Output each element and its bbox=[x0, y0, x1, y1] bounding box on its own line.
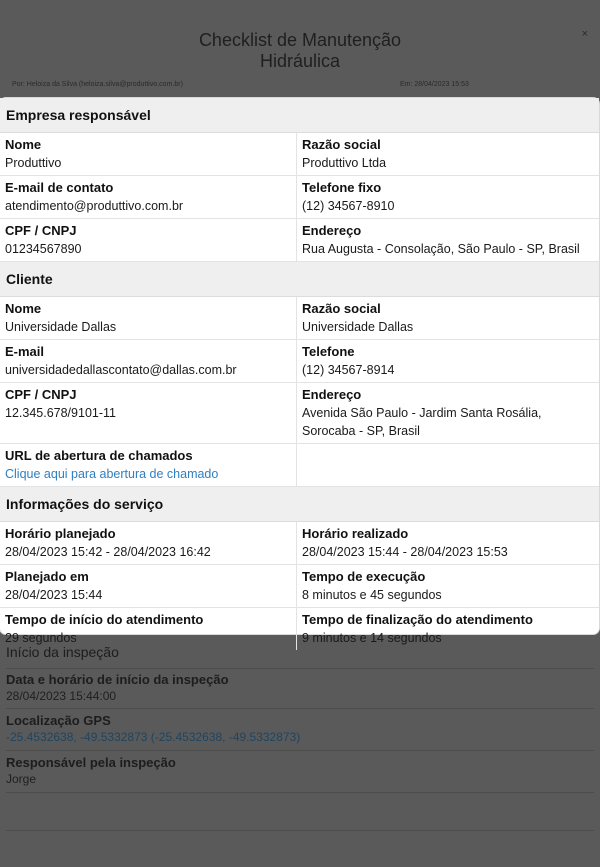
field-label: Endereço bbox=[302, 387, 362, 402]
table-row bbox=[0, 383, 599, 444]
table-row bbox=[0, 608, 599, 650]
field-label: Telefone bbox=[302, 344, 355, 359]
field-value-line2: Sorocaba - SP, Brasil bbox=[302, 424, 420, 438]
field-label: Horário realizado bbox=[302, 526, 409, 541]
client-name-cell bbox=[0, 297, 296, 339]
company-phone-cell bbox=[296, 176, 592, 218]
inspection-start-field bbox=[6, 671, 229, 705]
field-label: Telefone fixo bbox=[302, 180, 382, 195]
field-value: Universidade Dallas bbox=[5, 320, 117, 334]
field-value: 9 minutos e 14 segundos bbox=[302, 631, 442, 645]
client-cpf-cell bbox=[0, 383, 296, 443]
start-time-cell bbox=[0, 608, 296, 650]
table-row bbox=[0, 522, 599, 565]
field-value: 29 segundos bbox=[5, 631, 77, 645]
divider bbox=[6, 750, 594, 751]
field-value: 01234567890 bbox=[5, 242, 82, 256]
client-legal-name-cell bbox=[296, 297, 592, 339]
field-label: Razão social bbox=[302, 301, 381, 316]
gps-field bbox=[6, 712, 300, 746]
field-value: Universidade Dallas bbox=[302, 320, 414, 334]
field-value: 28/04/2023 15:44:00 bbox=[6, 689, 117, 703]
company-email-cell bbox=[0, 176, 296, 218]
field-label: Tempo de finalização do atendimento bbox=[302, 612, 533, 627]
field-value: 28/04/2023 15:42 - 28/04/2023 16:42 bbox=[5, 545, 211, 559]
table-row bbox=[0, 133, 599, 176]
empty-cell bbox=[296, 444, 592, 486]
client-section-header: Cliente bbox=[0, 262, 599, 297]
field-label: Tempo de início do atendimento bbox=[5, 612, 204, 627]
field-label: Endereço bbox=[302, 223, 362, 238]
field-label: Tempo de execução bbox=[302, 569, 426, 584]
company-legal-name-cell bbox=[296, 133, 592, 175]
table-row bbox=[0, 176, 599, 219]
planned-on-cell bbox=[0, 565, 296, 607]
divider bbox=[6, 708, 594, 709]
field-value: 28/04/2023 15:44 - 28/04/2023 15:53 bbox=[302, 545, 508, 559]
client-phone-cell bbox=[296, 340, 592, 382]
field-label: Nome bbox=[5, 137, 42, 152]
field-label: Localização GPS bbox=[6, 713, 111, 728]
document-title-line2: Hidráulica bbox=[259, 51, 341, 71]
execution-time-cell bbox=[296, 565, 592, 607]
field-label: Planejado em bbox=[5, 569, 89, 584]
finish-time-cell bbox=[296, 608, 592, 650]
client-url-cell bbox=[0, 444, 296, 486]
divider bbox=[6, 792, 594, 793]
field-value: 8 minutos e 45 segundos bbox=[302, 588, 442, 602]
field-label: CPF / CNPJ bbox=[5, 387, 77, 402]
field-value: (12) 34567-8914 bbox=[302, 363, 395, 377]
field-label: CPF / CNPJ bbox=[5, 223, 77, 238]
divider bbox=[6, 668, 594, 669]
table-row bbox=[0, 297, 599, 340]
inspection-section bbox=[0, 640, 600, 867]
document-title bbox=[0, 30, 600, 72]
gps-link[interactable]: -25.4532638, -49.5332873 (-25.4532638, -49.5332873) bbox=[6, 730, 301, 744]
table-row bbox=[0, 444, 599, 487]
client-email-cell bbox=[0, 340, 296, 382]
field-label: Data e horário de início da inspeção bbox=[6, 672, 229, 687]
company-cpf-cell bbox=[0, 219, 296, 261]
field-label: Nome bbox=[5, 301, 42, 316]
field-label: E-mail de contato bbox=[5, 180, 114, 195]
table-row bbox=[0, 565, 599, 608]
inspector-field bbox=[6, 754, 176, 788]
divider bbox=[6, 830, 594, 831]
planned-time-cell bbox=[0, 522, 296, 564]
field-value: atendimento@produttivo.com.br bbox=[5, 199, 184, 213]
field-label: Responsável pela inspeção bbox=[6, 755, 176, 770]
open-ticket-link[interactable]: Clique aqui para abertura de chamado bbox=[5, 467, 219, 481]
field-value: Produttivo Ltda bbox=[302, 156, 387, 170]
actual-time-cell bbox=[296, 522, 592, 564]
field-value-line1: Avenida São Paulo - Jardim Santa Rosália, bbox=[302, 406, 542, 420]
inspection-heading: Início da inspeção bbox=[6, 644, 119, 660]
document-date: Em: 28/04/2023 15:53 bbox=[400, 81, 469, 88]
company-section-header: Empresa responsável bbox=[0, 98, 599, 133]
field-value: Jorge bbox=[6, 772, 37, 786]
field-value: Rua Augusta - Consolação, São Paulo - SP, Brasil bbox=[302, 242, 580, 256]
close-icon[interactable]: × bbox=[581, 28, 588, 40]
field-label: URL de abertura de chamados bbox=[5, 448, 193, 463]
field-value: 12.345.678/9101-11 bbox=[5, 406, 116, 420]
service-section-header: Informações do serviço bbox=[0, 487, 599, 522]
company-name-cell bbox=[0, 133, 296, 175]
client-address-cell bbox=[296, 383, 592, 443]
table-row bbox=[0, 340, 599, 383]
field-label: Horário planejado bbox=[5, 526, 116, 541]
details-modal bbox=[0, 98, 599, 645]
field-label: Razão social bbox=[302, 137, 381, 152]
field-label: E-mail bbox=[5, 344, 45, 359]
field-value: 28/04/2023 15:44 bbox=[5, 588, 103, 602]
author-info: Por: Heloiza da Silva (heloiza.silva@produttivo.com.br) bbox=[12, 81, 183, 88]
document-title-line1: Checklist de Manutenção bbox=[198, 30, 402, 50]
field-value: Produttivo bbox=[5, 156, 62, 170]
table-row bbox=[0, 219, 599, 262]
field-value: universidadedallascontato@dallas.com.br bbox=[5, 363, 237, 377]
company-address-cell bbox=[296, 219, 592, 261]
field-value: (12) 34567-8910 bbox=[302, 199, 395, 213]
